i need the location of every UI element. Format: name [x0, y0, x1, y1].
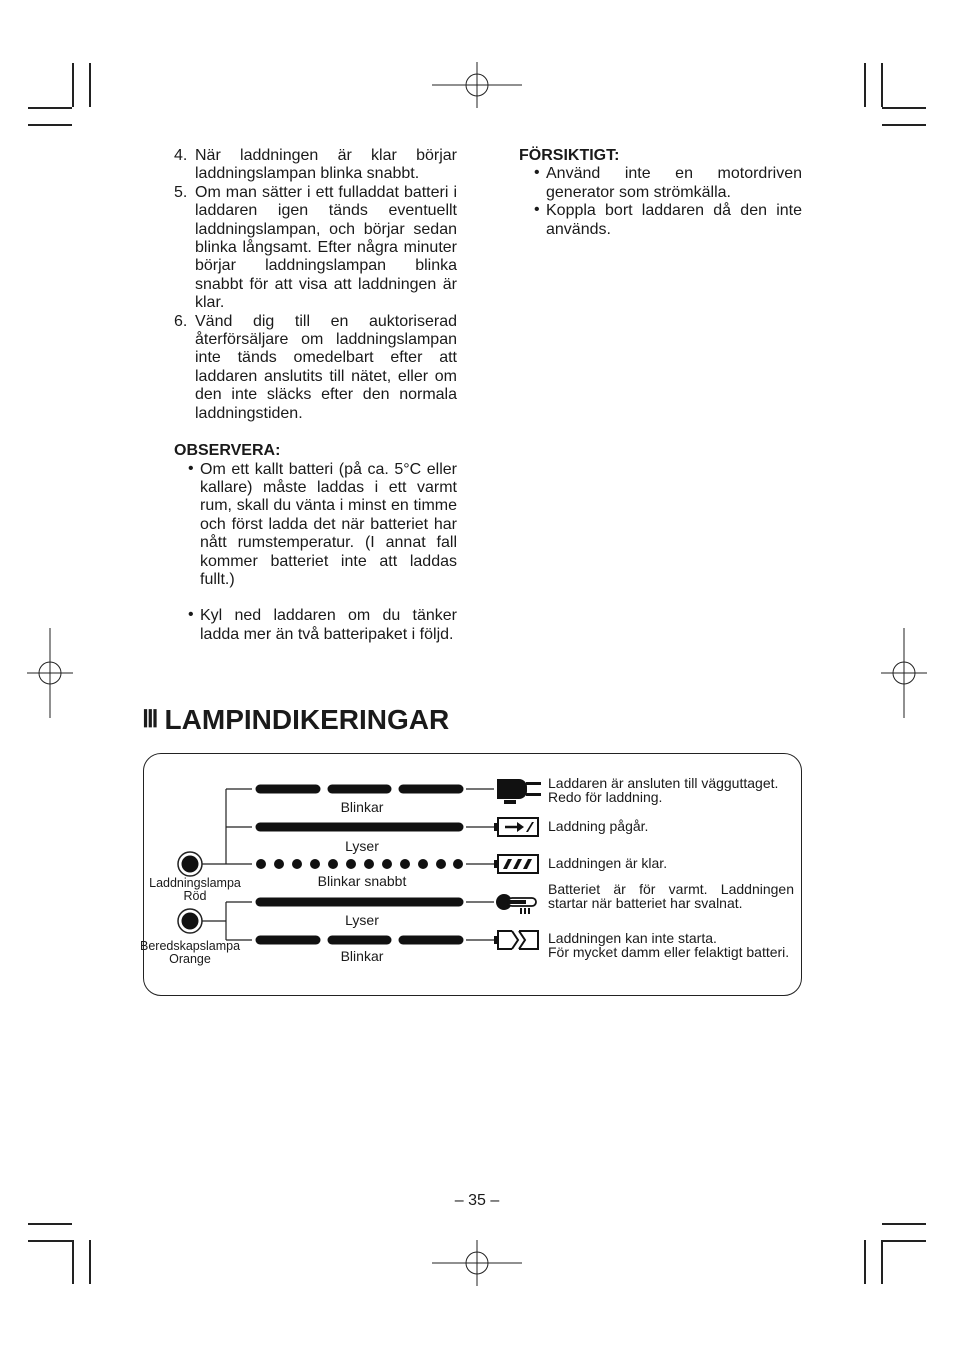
description-line: startar när batteriet har svalnat.	[548, 895, 743, 911]
step-text: Om man sätter i ett fulladdat batteri i laddaren igen tänds eventuellt laddningslampan, och börjar sedan blinka långsamt. Efter några minuter börjar laddningslampan blinka snabbt för att visa att laddningen är klar.	[195, 183, 457, 312]
bullet-text: Kyl ned laddaren om du tänker ladda mer än två batteripaket i följd.	[200, 607, 457, 643]
bullet-dot: •	[188, 606, 194, 624]
pattern-label: Lyser	[345, 838, 379, 854]
bullet-dot: •	[188, 459, 194, 477]
thermometer-icon	[496, 894, 536, 914]
plug-icon	[497, 779, 541, 804]
orange-lamp-connector	[202, 902, 252, 940]
description-line: Laddning pågår.	[548, 818, 649, 834]
indicator-description	[548, 882, 794, 910]
step-text: När laddningen är klar börjar laddningslampan blinka snabbt.	[195, 147, 457, 183]
indicator-description	[548, 931, 798, 959]
step-number: 4.	[174, 147, 188, 164]
red-lamp	[178, 852, 202, 876]
bullet-text: Koppla bort laddaren då den inte används.	[546, 202, 802, 238]
pattern-label: Blinkar snabbt	[317, 873, 407, 889]
observera-heading: OBSERVERA:	[174, 442, 281, 460]
description-line: Laddaren är ansluten till vägguttaget.	[548, 775, 779, 791]
forsiktigt-heading: FÖRSIKTIGT:	[519, 147, 620, 164]
indicator-row-3-pattern	[256, 859, 463, 869]
description-line: Laddningen är klar.	[548, 855, 668, 871]
section-title-text: LAMPINDIKERINGAR	[164, 704, 450, 735]
red-lamp-connector	[202, 789, 252, 864]
red-lamp-name: Laddningslampa	[149, 876, 241, 890]
description-line: Redo för laddning.	[548, 789, 663, 805]
indicator-description	[548, 819, 798, 833]
bullet-dot: •	[534, 164, 540, 182]
description-line: Laddningen kan inte starta.	[548, 930, 717, 946]
bullet-dot: •	[534, 201, 540, 219]
section-number: Ⅲ	[142, 707, 159, 733]
pattern-label: Blinkar	[340, 948, 384, 964]
description-line: Batteriet är för varmt. Laddningen	[548, 881, 794, 897]
page-number: – 35 –	[454, 1192, 500, 1209]
icon-leaders	[466, 789, 494, 940]
battery-charging-icon	[494, 818, 538, 836]
pattern-label: Blinkar	[340, 799, 384, 815]
description-line: För mycket damm eller felaktigt batteri.	[548, 944, 790, 960]
orange-lamp	[178, 909, 202, 933]
red-lamp-label	[140, 877, 250, 903]
battery-error-icon	[494, 929, 538, 951]
battery-full-icon	[494, 855, 538, 873]
step-text: Vänd dig till en auktoriserad återförsäljare om laddningslampan inte tänds omedelbart efter att laddaren anslutits till nätet, eller om den inte släcks efter den normala laddningstiden.	[195, 312, 457, 422]
indicator-description	[548, 776, 798, 804]
bullet-text: Om ett kallt batteri (på ca. 5°C eller kallare) måste laddas i ett varmt rum, skall du vänta i minst en timme och först ladda det när batteriet har nått rumstemperatur. (I annat fall kommer batteriet inte att laddas fullt.)	[200, 460, 457, 588]
red-lamp-color: Röd	[183, 889, 207, 903]
bullet-text: Använd inte en motordriven generator som strömkälla.	[546, 165, 802, 201]
step-number: 5.	[174, 183, 188, 201]
indicator-description	[548, 856, 798, 870]
orange-lamp-label	[140, 940, 240, 966]
pattern-label: Lyser	[345, 912, 379, 928]
orange-lamp-color: Orange	[169, 952, 211, 966]
orange-lamp-name: Beredskapslampa	[140, 939, 241, 953]
step-number: 6.	[174, 312, 188, 330]
